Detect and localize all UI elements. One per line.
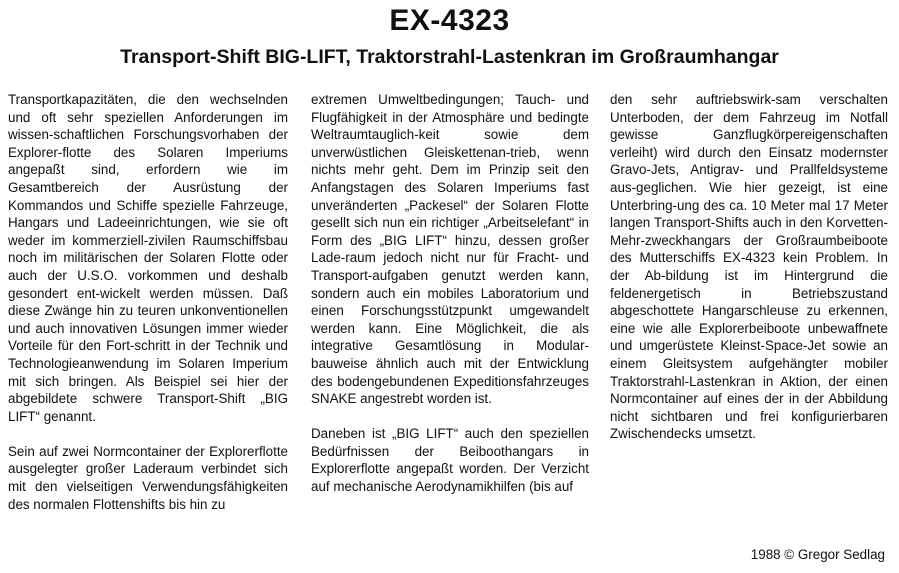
- paragraph: Daneben ist „BIG LIFT“ auch den speziellen Bedürfnissen der Beiboothangars in Explorerflotte angepaßt worden. Der Verzicht auf mechanische Aerodynamikhilfen (bis auf: [311, 426, 589, 495]
- text-column-2: [311, 91, 589, 496]
- paragraph: Transportkapazitäten, die den wechselnden und oft sehr speziellen Anforderungen im wissen-schaftlichen Forschungsvorhaben der Explorer-flotte des Solaren Imperiums angepaßt sind, erfordern wie im Gesamtbereich der Ausrüstung der Kommandos und Schiffe spezielle Fahrzeuge, Hangars und Ladeeinrichtungen, wie sie oft weder im kommerziell-zivilen Raumschiffsbau noch im militärischen der Solaren Flotte oder auch der U.S.O. vorkommen und deshalb gesondert ent-wickelt werden müssen. Daß diese Zwänge hin zu teuren unkonventionellen und auch innovativen Lösungen immer wieder Vorteile für den Fort-schritt in der Technik und Technologieanwendung im Solaren Imperium mit sich bringen. Als Beispiel sei hier der abgebildete schwere Transport-Shift „BIG LIFT“ genannt.: [8, 92, 288, 424]
- paragraph: Sein auf zwei Normcontainer der Explorerflotte ausgelegter großer Laderaum verbindet sich mit den vielseitigen Verwendungsfähigkeiten des normalen Flottenshifts bis hin zu: [8, 443, 288, 512]
- text-column-1: [8, 91, 288, 513]
- document-title: EX-4323: [389, 4, 510, 37]
- copyright-credit: 1988 © Gregor Sedlag: [750, 547, 885, 562]
- text-column-3: [610, 91, 888, 443]
- paragraph: extremen Umweltbedingungen; Tauch- und Flugfähigkeit in der Atmosphäre und bedingte Weltraumtauglich-keit sowie dem unverwüstlichen Gleiskettenan-trieb, wenn nichts mehr geht. Dem im Prinzip seit den Anfangstagen des Solaren Imperiums fast unveränderten „Packesel“ der Solaren Flotte gesellt sich nun ein richtiger „Arbeitselefant“ in Form des „BIG LIFT“ hinzu, dessen großer Lade-raum jedoch nicht nur für Fracht- und Transport-aufgaben genutzt werden kann, sondern auch ein mobiles Laboratorium und einen Forschungsstützpunkt umgewandelt werden kann. Eine Möglichkeit, die als integrative Gesamtlösung in Modular-bauweise ähnlich auch mit der Entwicklung des bodengebundenen Expeditionsfahrzeuges SNAKE angestrebt worden ist.: [311, 92, 589, 407]
- paragraph: den sehr auftriebswirk-sam verschalten Unterboden, der dem Fahrzeug im Notfall gewisse Ganzflugkörpereigenschaften verleiht) wird durch den Einsatz modernster Gravo-Jets, Antigrav- und Prallfeldsysteme aus-geglichen. Wie hier gezeigt, ist eine Unterbring-ung des ca. 10 Meter mal 17 Meter langen Transport-Shifts auch in den Korvetten-Mehr-zweckhangars der Großraumbeiboote des Mutterschiffs EX-4323 kein Problem. In der Ab-bildung ist im Hintergrund die feldenergetisch in Betriebszustand abgeschottete Hangarschleuse zu erkennen, eine wie alle Explorerbeiboote unbewaffnete und umgerüstete Kleinst-Space-Jet sowie an einem Gleitsystem aufgehängter mobiler Traktorstrahl-Lastenkran in Aktion, der einen Normcontainer auf eines der in der Abbildung nicht sichtbaren und frei konfigurierbaren Zwischendecks umsetzt.: [610, 92, 888, 442]
- document-subtitle: Transport-Shift BIG-LIFT, Traktorstrahl-Lastenkran im Großraumhangar: [120, 46, 779, 68]
